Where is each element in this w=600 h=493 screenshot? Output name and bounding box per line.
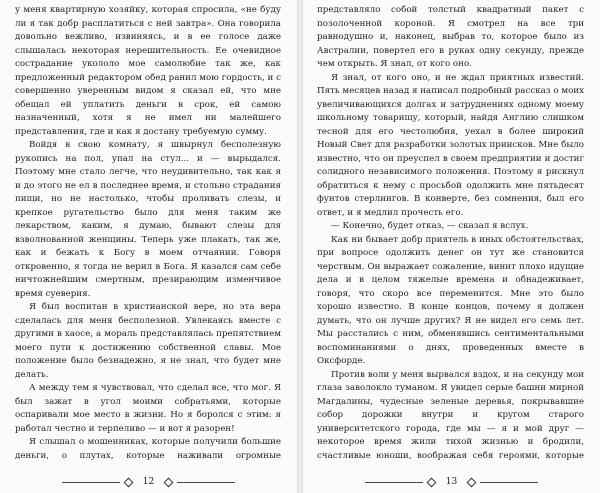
paragraph: А между тем я чувствовал, что сделал все, что мог. Я был зажат в угол моими собратьями, которые оспаривали мое место в жизни. Но я боролся с этим: я работал честно и терпеливо — и вот я разорен!	[15, 383, 281, 434]
footer-rule	[177, 482, 235, 483]
right-page	[303, 0, 600, 493]
diamond-ornament-icon	[164, 477, 174, 487]
diamond-ornament-icon	[426, 477, 436, 487]
paragraph: представляло собой толстый квадратный пакет с позолоченной короной. Я смотрел на все три равнодушно и, наконец, выбрав то, которое было из Австралии, повертел его в руках одну секунду, прежде чем открыть. Я знал, от кого оно.	[317, 5, 584, 69]
paragraph: Против воли у меня вырвался вздох, и на секунду мои глаза заволокло туманом. Я увидел серые башни мирной Магдалины, чудесные зеленые деревья, покрывавшие собор дорожки внутри и кругом старого университетского города, где мы — я и мой друг — некоторое время жили тихой жизнью и бродили, счастливые юноши, воображая себя героями, которые	[317, 369, 584, 461]
footer-rule	[62, 482, 120, 483]
paragraph: у меня квартирную хозяйку, которая спросила, «не буду ли я так добр расплатиться с ней завтра». Она говорила довольно вежливо, извиняясь, и в ее голосе даже слышалась некоторая нерешительность. Ее очевидное сострадание укололо мое самолюбие так же, как предложенный редактором обед ранил мою гордость, и с совершенно уверенным видом я сказал ей, что мне обещал ей уплатить деньги в срок, ей самою назначенный, хотя я не имел ни малейшего представления, где и как я достану требуемую сумму.	[15, 5, 281, 137]
page-number: 12	[142, 477, 155, 487]
paragraph: Как ни бывает добр приятель в иных обстоятельствах, при вопросе одолжить денег он тут же становится черствым. Он выражает сожаление, винит плохо идущие дела и в целом тяжелые времена и обнадеживает, говоря, что скоро все переменится. Мне это было хорошо известно. В конце концов, почему я должен думать, что он лучше других? Я не видел его семь лет. Мы расстались с ним, обменявшись сентиментальными воспоминаниями о днях, проведенных вместе в Оксфорде.	[317, 234, 584, 366]
left-page-footer	[0, 475, 297, 489]
paragraph: Я был воспитан в христианской вере, но эта вера сделалась для меня бесполезной. Увлекаясь вместе с другими в хаосе, а мораль представлялась препятствием моего пути к достижению собственной славы. Мое положение было безнадежно, я не знал, что будет мне делать.	[15, 302, 281, 380]
paragraph: Я знал, от кого оно, и не ждал приятных известий. Пять месяцев назад я написал подробный рассказ о моих увеличивающихся долгах и затруднениях одному моему школьному товарищу, который, найдя Англию слишком тесной для его честолюбия, уехал в более широкий Новый Свет для разработки золотых приисков. Мне было известно, что он преуспел в своем предприятии и достиг солидного независимого положения. Поэтому я рискнул обратиться к нему с просьбой одолжить мне пятьдесят фунтов стерлингов. В конверте, без сомнения, был его ответ, и я медлил прочесть его.	[317, 72, 584, 218]
right-page-footer	[303, 475, 600, 489]
footer-rule	[480, 482, 538, 483]
diamond-ornament-icon	[123, 477, 133, 487]
paragraph: Войдя в свою комнату, я швырнул бесполезную рукопись на пол, упал на стул... и — вырыдался. Поэтому мне стало легче, что неудивительно, так как я и до этого не ел в последнее время, и стольно страдания пищи, но не настолько, чтобы проливать слезы, и крепкое ругательство было для меня таким же лекарством, каким, я думаю, бывают слезы для взволнованной женщины. Теперь уже плакать, так же, как и бежать к Богу в моем отчаянии. Говоря откровенно, я тогда не верил в Бога. Я казался сам себе ничтожнейшим смертным, презирающим изменчивое время суеверия.	[15, 140, 281, 299]
diamond-ornament-icon	[467, 477, 477, 487]
right-page-text	[317, 4, 584, 464]
page-number: 13	[445, 477, 458, 487]
left-page-text	[15, 4, 281, 464]
paragraph: Я слышал о мошенниках, которые получили большие деньги, о плутах, которые наживали огромные	[15, 437, 281, 461]
left-page	[0, 0, 297, 493]
footer-rule	[365, 482, 423, 483]
paragraph: — Конечно, будет отказ, — сказал я вслух.	[331, 221, 529, 231]
